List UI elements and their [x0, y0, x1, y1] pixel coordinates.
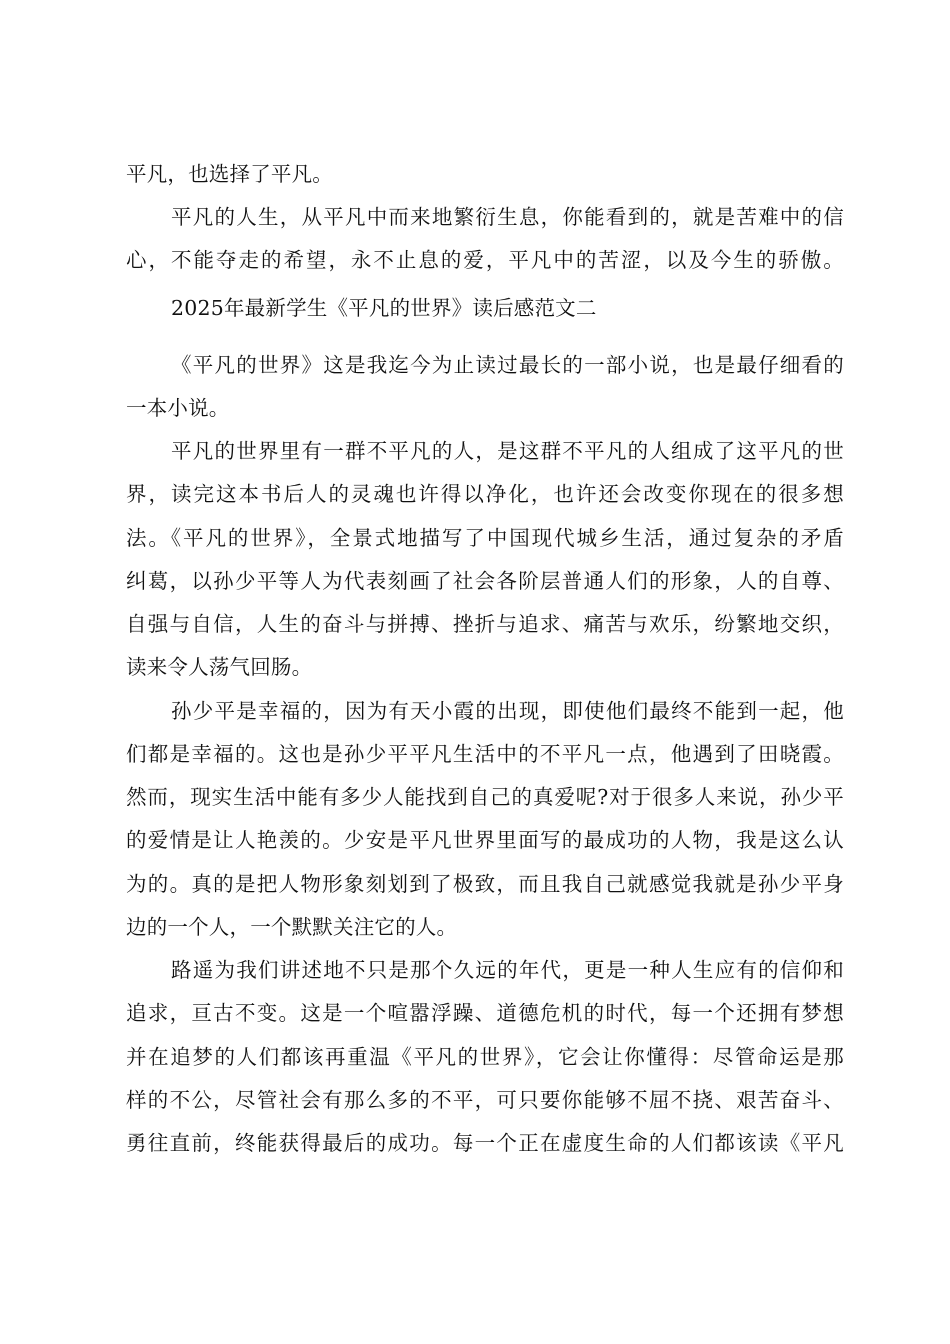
paragraph-line: 然而，现实生活中能有多少人能找到自己的真爱呢?对于很多人来说，孙少平: [126, 785, 844, 809]
paragraph-line: 样的不公，尽管社会有那么多的不平，可只要你能够不屈不挠、艰苦奋斗、: [126, 1088, 844, 1112]
paragraph-line: 平凡的人生，从平凡中而来地繁衍生息，你能看到的，就是苦难中的信: [171, 205, 844, 229]
paragraph-line: 并在追梦的人们都该再重温《平凡的世界》，它会让你懂得：尽管命运是那: [126, 1045, 844, 1069]
paragraph-line: 平凡的世界里有一群不平凡的人，是这群不平凡的人组成了这平凡的世: [171, 439, 844, 463]
paragraph-line: 的爱情是让人艳羡的。少安是平凡世界里面写的最成功的人物，我是这么认: [126, 828, 844, 852]
paragraph-line: 为的。真的是把人物形象刻划到了极致，而且我自己就感觉我就是孙少平身: [126, 872, 844, 896]
paragraph-line: 平凡，也选择了平凡。: [126, 162, 333, 186]
paragraph-line: 心，不能夺走的希望，永不止息的爱，平凡中的苦涩，以及今生的骄傲。: [126, 248, 844, 272]
paragraph-line: 们都是幸福的。这也是孙少平平凡生活中的不平凡一点，他遇到了田晓霞。: [126, 742, 844, 766]
paragraph-line: 纠葛，以孙少平等人为代表刻画了社会各阶层普通人们的形象，人的自尊、: [126, 569, 844, 593]
paragraph-line: 自强与自信，人生的奋斗与拼搏、挫折与追求、痛苦与欢乐，纷繁地交织，: [126, 612, 844, 636]
paragraph-line: 勇往直前，终能获得最后的成功。每一个正在虚度生命的人们都该读《平凡: [126, 1131, 844, 1155]
paragraph-line: 一本小说。: [126, 396, 230, 420]
paragraph-line: 《平凡的世界》这是我迄今为止读过最长的一部小说，也是最仔细看的: [171, 353, 844, 377]
section-heading: 2025年最新学生《平凡的世界》读后感范文二: [171, 296, 597, 320]
paragraph-line: 追求，亘古不变。这是一个喧嚣浮躁、道德危机的时代，每一个还拥有梦想: [126, 1001, 844, 1025]
paragraph-line: 路遥为我们讲述地不只是那个久远的年代，更是一种人生应有的信仰和: [171, 958, 844, 982]
paragraph-line: 读来令人荡气回肠。: [126, 655, 313, 679]
paragraph-line: 边的一个人，一个默默关注它的人。: [126, 915, 458, 939]
paragraph-line: 法。《平凡的世界》，全景式地描写了中国现代城乡生活，通过复杂的矛盾: [126, 526, 844, 550]
paragraph-line: 孙少平是幸福的，因为有天小霞的出现，即使他们最终不能到一起，他: [171, 699, 844, 723]
paragraph-line: 界，读完这本书后人的灵魂也许得以净化，也许还会改变你现在的很多想: [126, 482, 844, 506]
